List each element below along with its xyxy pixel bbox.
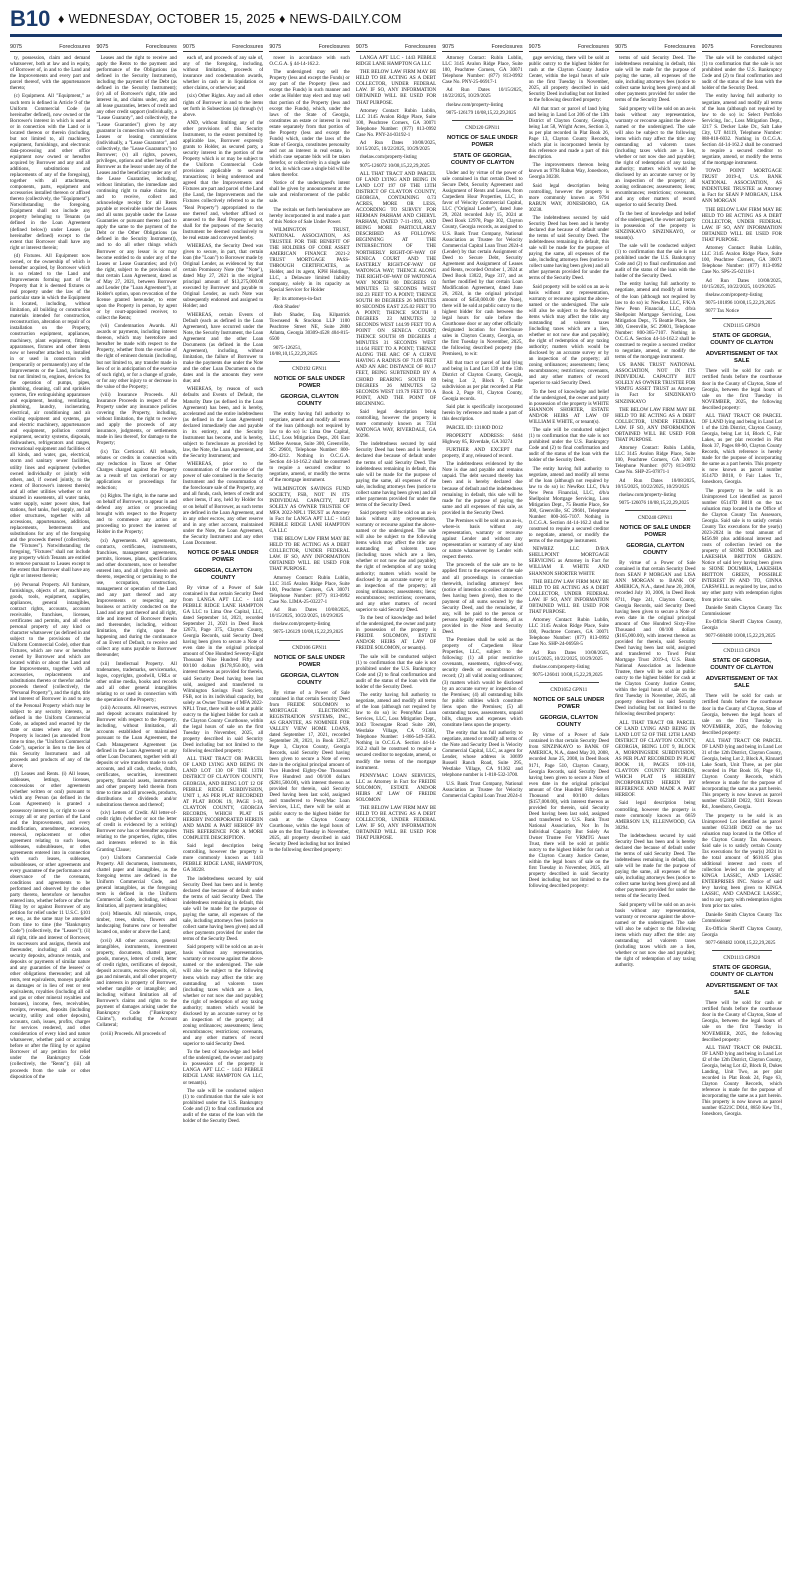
notice-paragraph: Ad Run Dates 10/08/2025, 10/15/2025, 10/22/2025, 10/29/2025 [615, 477, 696, 490]
notice-paragraph: 9075-126251, 10/08,10,15,22,29,2025 [269, 344, 318, 357]
section-name: Foreclosures [318, 44, 350, 50]
notice-divider [712, 318, 772, 319]
notice-paragraph: WHEREAS, the Security Deed was given to secure, in part, that certain loan (the "Loan") to Borrower made by Original Lender, as evidenced by that certain Promissory Note (the "Note"), dated May 27, 2021 in the original principal amount of $13,275,000.00 executed by Borrower and payable to Original Lender, as such Note was subsequently endorsed and assigned to Holder; and [182, 242, 264, 310]
notice-paragraph: Notice of the undersigned's intent shall be given by announcement at the sale and reinforcement of the public sale. [269, 180, 350, 205]
notice-paragraph: Attorney Contact: Rubin Lublin, LLC 3145 Avalon Ridge Place, Suite 100, Peachtree Corners, GA 30071 Telephone Number: (877) 813-0992 Case No. PNY-24-03192-1 [355, 107, 437, 138]
notice-paragraph: ALL THAT TRACT OR PARCEL OF LAND lying and being in Land Lot 42 of the 12th District, Clayton County, Georgia, being Lot 42, Block B, Dukes Landing, Unit Two, as per plat recorded in Plat Book 24, Page 63, Clayton County Records, which reference is made for the purpose of incorporating the same as a part herein. This property is now known as parcel number 05221C D014, 8850 Kew Trl., Jonesboro, Georgia. [701, 1044, 782, 1118]
notice-paragraph: The entity having full authority to negotiate, amend and modify all terms of the loan (although not required by law to do so) is: NewRez LLC, f/k/a New Penn Financial, LLC, d/b/a Shellpoint Mortgage Servicing, Loss Mitigation Dept., 75 Beattie Place, Ste 300, Greenville, SC 29601, Telephone Number: 800-365-7107. Nothing in O.C.G.A. Section 44-14-162.2 shall be construed to require a secured creditor to negotiate, amend, or modify the terms of the mortgage instrument. [528, 465, 610, 545]
notice-paragraph: Attorney Contact: Rubin Lublin, LLC 3145 Avalon Ridge Place, Suite 100, Peachtree Corners, GA 30071 Telephone Number: (877) 813-0992 Case No. SPS-25-02118-1 [701, 245, 782, 276]
notice-paragraph: Ad Run Dates 10/15/2025, 10/22/2025, 10/29/2025 [442, 87, 523, 100]
notice-paragraph: The indebtedness secured by said Security Deed has been and is hereby declared due because of default under the terms of said Security Deed. The indebtedness remaining in default, this sale will be made for the purpose of paying the same, all expenses of the sale, including attorneys fees (notice to collect same having been given) and all other payments provided for under the terms of the Security Deed. [355, 441, 437, 508]
section-name: Foreclosures [491, 44, 523, 50]
notice-paragraph: US BANK TRUST NATIONAL ASSOCIATION, NOT IN ITS INDIVIDUAL CAPACITY BUT SOLELY AS OWNER TRUSTEE FOR VRMTG ASSET TRUST as Attorney in Fact for SINZINKAYO SINZINKAYO [615, 362, 696, 405]
notice-paragraph: THE BELOW LAW FIRM MAY BE HELD TO BE ACTING AS A DEBT COLLECTOR, UNDER FEDERAL LAW. IF SO, ANY INFORMATION OBTAINED WILL BE USED FOR THAT PURPOSE. [355, 69, 437, 106]
notice-paragraph: rlselaw.com/property-listing [446, 101, 504, 108]
notice-paragraph: WHEREAS, prior to the consummation of the exercise of the power of sale contained in the Security Instrument and the consummation of the foreclosure sale of the Property, any and all funds, cash, letters of credit and other items, if any, held by Holder for or on behalf of Borrower, as such terms are defined in the Loan Agreement, and in any other escrow, any other reserve and in any other account, maintained under the Note, the Loan Agreement, the Security Instrument and any other Loan Document. [182, 461, 264, 546]
section-name: Foreclosures [664, 44, 696, 50]
notice-divider [279, 640, 339, 641]
notice-paragraph: Said property will be sold on an as-is basis without any representation, warranty or recourse against the above-named or the undersigned. The sale will also be subject to the following items which may affect the title: any outstanding ad valorem taxes (including taxes which are a lien, whether or not now due and payable); the right of redemption of any taxing authority; matters which would be disclosed by an accurate survey or by an inspection of the property; all zoning ordinances; assessments; liens; encumbrances; restrictions; covenants, and any other matters of record superior to said Security Deed. [355, 510, 437, 613]
notice-paragraph: By: its attorneys-in-fact [273, 295, 322, 302]
notice-paragraph: (xvi) Minerals. All minerals, crops, timber, trees, shrubs, flowers and landscaping features now or hereafter located on, under or above the Land; [96, 911, 177, 936]
notice-paragraph: Ad Run Dates 10/08/2025, 10/15/2025, 10/22/2025, 10/29/2025 [269, 606, 350, 619]
notice-paragraph: PARCEL ID: 13180D D012 [446, 424, 503, 431]
notice-paragraph: To the best of knowledge and belief of the undersigned, the owner and party in possession of the property is LANGA APT LLC - 1443 PEBBLE RIDGE LANE HAMPTON GA LLC, or tenant(s). [182, 1049, 264, 1086]
classified-columns [10, 44, 782, 1574]
column-header [702, 44, 782, 52]
notice-paragraph: To the best of knowledge and belief of the undersigned, the owner and party in possession of the property is FREIDE SOLOMON, ESTATE AND/OR HEIRS AT LAW OF FREIDE SOLOMON, or tenant(s). [355, 615, 437, 652]
page-header [10, 6, 782, 32]
section-number: 9075 [10, 44, 22, 50]
notice-paragraph: By virtue of a Power of Sale contained in that certain Security Deed from SINZINKAYO to BANK OF AMERICA, N.A., dated May 20, 2008, recorded June 25, 2008, in Deed Book 9171, Page 510, Clayton County, Georgia Records, said Security Deed having been given to secure a Note of even date in the original principal amount of One Hundred Fifty-Seven Thousand and 00/100 dollars ($157,000.00), with interest thereon as provided for therein, said Security Deed having been last sold, assigned and transferred to U.S. Bank Trust National Association, Not In Its Individual Capacity But Solely As Owner Trustee For VRMTG Asset Trust, there will be sold at public outcry to the highest bidder for cash at the Clayton County Justice Center, within the legal hours of sale on the first Tuesday in November, 2025, all property described in said Security Deed including but not limited to the following described property: [528, 732, 610, 890]
notice-paragraph: 9077-668480 10/08,15,22,29,2025 [705, 633, 776, 640]
notice-paragraph: (f) Leases and Rents. (i) All leases, subleases, lettings, licenses, concessions or other agreements (whether written or oral) pursuant to which any Person (as defined in the Loan Agreement) is granted a possessory interest in, or right to use or occupy all or any portion of the Land and the Improvements, and every modification, amendment, extension, renewal, replacement or other agreement relating to such leases, subleases, subsubleases, or other agreements entered into in connection with such leases, subleases, subsubleases, or other agreements and every guarantee of the performance and observance of the covenants, conditions and agreements to be performed and observed by the other party thereto, heretofore or hereafter entered into, whether before or after the filing by or against Borrower of any petition for relief under 11 U.S.C. §101 et seq., as the same may be amended from time to time (the "Bankruptcy Code") (collectively, the "Leases"); (ii) all right, title and interest of Borrower, its successors and assigns, therein and thereunder, including all cash or security deposits, advance rentals, and deposits or payments of similar nature and any guaranties of the lessees' or other obligations thereunder; and all rents, rent equivalents, moneys payable as damages or in lieu of rent or rent equivalents, royalties (including all oil and gas or other mineral royalties and bonuses), income, fees, receivables, receipts, revenues, deposits (including security, utility and other deposits), accounts, cash, issues, profits, charges for services rendered, and other consideration of every kind and nature whatsoever, whether paid or accruing before or after the filing by or against Borrower of any petition for relief under the Bankruptcy Code (collectively, the "Rents"); (iii) all proceeds from the sale or other disposition of the [10, 771, 91, 1080]
notice-paragraph: gage servicing, there will be sold at public outcry to the highest bidder for cash at the Clayton County Justice Center, within the legal hours of sale on the first Tuesday in November, 2025, all property described in said Security Deed including but not limited to the following described property: [528, 55, 610, 104]
notice-paragraph: Attorney Contact: Rubin Lublin, LLC 3145 Avalon Ridge Place, Suite 100, Peachtree Corners, GA 30071 Telephone Number: (877) 813-0992 Case No. PNY-25-06917-1 [442, 55, 523, 86]
notice-paragraph: ALL THAT TRACT OR PARCEL OF LAND LYING AND BEING IN LAND LOT 130 OF THE 13TH DISTRICT OF CLAYTON COUNTY, GEORGIA, AND BEING LOT 12 OF PEBBLE RIDGE SUBDIVISION, UNIT 1, AS PER PLAT RECORDED AT PLAT BOOK 19, PAGE 1-10, CLAYTON COUNTY, GEORGIA RECORDS, WHICH PLAT IS HEREBY INCORPORATED HEREIN AND MADE A PART HEREOF BY THIS REFERENCE FOR A MORE COMPLETE DESCRIPTION. [182, 756, 264, 841]
notice-heading: STATE OF GEORGIA, COUNTY OF CLAYTON [450, 153, 514, 167]
notice-paragraph: By virtue of a Power of Sale contained in that certain Security Deed from FREIDE SOLOMON to MORTGAGE ELECTRONIC REGISTRATION SYSTEMS, INC., AS GRANTEE, AS NOMINEE FOR VALLEY VIEW HOME LOANS, dated September 17, 2021, recorded September 28, 2021, in Book 12627, Page 3, Clayton County, Georgia Records, said Security Deed having been given to secure a Note of even date in the original principal amount of Two Hundred Eighty-One Thousand Five Hundred and 00/100 dollars ($281,500.00), with interest thereon as provided for therein, said Security Deed having been last sold, assigned and transferred to PennyMac Loan Services, LLC, there will be sold at public outcry to the highest bidder for cash at the Clayton County Courthouse, within the legal hours of sale on the first Tuesday in November, 2025, all property described in said Security Deed including but not limited to the following described property: [269, 689, 350, 853]
notice-paragraph: The sale will be conducted subject (1) to confirmation that the sale is not prohibited under the U.S. Bankruptcy Code and (2) to final confirmation and audit of the status of the loan with the holder of the Security Deed. [701, 55, 782, 92]
notice-paragraph: ALL THAT TRACT AND PARCEL OF LAND LYING AND BEING IN LAND LOT 197 OF THE 13TH DISTRICT OF CLAYTON COUNTY, GEORGIA, CONTAINING 0.73 ACRES, MORE OR LESS, ACCORDING TO SURVEY FOR HERMAN PARHAM AND CHERYL PARHAM, DATED 7-11-1993, AND BEING MORE PARTICULARLY DESCRIBED AS FOLLOWS: BEGINNING AT THE INTERSECTION OF THE NORTHERLY RIGHT-OF-WAY OF SENECA COURT AND THE EASTERLY RIGHT-OF-WAY OF WATONGA WAY; THENCE ALONG THE RIGHT-OF-WAY OF WATONGA WAY NORTH 00 DEGREES 03 MINUTES 53 SECONDS WEST 182.23 FEET TO A POINT; THENCE SOUTH 88 DEGREES 26 MINUTES 00 SECONDS EAST 225.02 FEET TO A POINT; THENCE SOUTH 0 DEGREES 23 MINUTES 32 SECONDS WEST 144.99 FEET TO A POINT ON SENECA COURT; THENCE SOUTH 89 DEGREES 4 MINUTES 31 SECONDS WEST 114.64 FEET TO A POINT; THENCE ALONG THE ARC OF A CURVE HAVING A RADIUS OF 71.09 FEET AND AN ARC DISTANCE OF 80.17 FEET, BEING SUBTENDED BY A CHORD BEARING SOUTH 89 DEGREES 26 MINUTES 52 SECONDS WEST 119.79 FEET TO A POINT, AND THE POINT OF BEGINNING. [355, 170, 437, 407]
column-header [10, 44, 90, 52]
notice-paragraph: The entity having full authority to negotiate, amend and modify all terms of the loan (although not required by law to do so) is: Lima One Capital, LLC, Loss Mitigation Dept., 201 East McBee Avenue, Suite 300, Greenville, SC 29601, Telephone Number: 800-390-4212. Nothing in O.C.G.A. Section 44-14-162.2 shall be construed to require a secured creditor to negotiate, amend, or modify the terms of the mortgage instrument. [269, 410, 350, 484]
notice-paragraph: Attorney Contact: Rubin Lublin, LLC 3145 Avalon Ridge Place, Suite 100, Peachtree Corners, GA 30071 Telephone Number: (877) 813-0992 Case No. LIMA-25-03227-1 [269, 574, 350, 605]
notice-id: CND1115 GPN20 [723, 323, 761, 330]
notice-paragraph: U.S. Bank Trust Company, National Association as Trustee for Velocity Commercial Capital Loan Trust 2024-4 [442, 780, 523, 799]
column-header [529, 44, 609, 52]
notice-paragraph: All that tract or parcel of land lying and being in Land Lot 139 of the 13th District of Clayton County, Georgia, being Lot 2, Block F, Castle subdivision as per plat recorded at Plat Book 2, Page 81, Clayton County, Georgia records. [442, 359, 523, 402]
notice-id: CND192 GPN11 [292, 365, 327, 372]
notice-divider [279, 361, 339, 362]
notice-paragraph: The property to be sold is an Unimproved Lot identified as parcel number 05234B D022 on the tax valuation map located in the Office of the Clayton County Tax Assessors. Said sale is to satisfy certain County Tax executions for the year(s) 2024 in the total amount of $610.85 plus additional interest and costs of collection levied on the property of KINGA LASSIC, AND LASSIC ENTERPRISES INC. Notice of said levy having been given to KINGA LASSIC, AND CANDACE LASSIC, and to any party with redemption rights from prior tax sales. [701, 812, 782, 910]
section-name: Foreclosures [59, 44, 91, 50]
notice-paragraph: terms of said Security Deed. The indebtedness remaining in default, this sale will be made for the purpose of paying the same, all expenses of the sale, including attorneys fees (notice to collect same having been given) and all other payments provided for under the terms of the Security Deed. [615, 55, 696, 104]
notice-paragraph: THE BELOW LAW FIRM MAY BE HELD TO BE ACTING AS A DEBT COLLECTOR, UNDER FEDERAL LAW. IF SO, ANY INFORMATION OBTAINED WILL BE USED FOR THAT PURPOSE. [528, 578, 610, 615]
notice-heading: GEORGIA, CLAYTON COUNTY [194, 567, 253, 581]
notice-divider [712, 950, 772, 951]
notice-paragraph: 9075-126179 10/08,15,22,29,2025 [446, 109, 517, 116]
notice-paragraph: WILMINGTON TRUST, NATIONAL ASSOCIATION, AS TRUSTEE FOR THE BENEFIT OF THE HOLDERS OF CORE ASSET AMERICAN FINANCE 2021-2 TRUST MORTGAGE PASS-THROUGH CERTIFICATES, as Holder, and its agent, KPH Holdings, LLC, a Delaware limited liability company, solely in its capacity as Special Servicer for Holder [269, 227, 350, 294]
notice-paragraph: Under and by virtue of the power of sale contained in that certain Deed to Secure Debt, Security Agreement and Assignment of Rents and Leases, from Carpediem Hour Properties, LLC, in favor of Velocity Commercial Capital, LLC ("Original Lender"), dated June 29, 2024 recorded July 15, 2024 at Deed Book 12978, Page 302, Clayton County, Georgia records, as assigned to U.S. Bank Trust Company, National Association as Trustee for Velocity Commercial Capital Loan Trust 2024-4 (Lender) by that certain Assignment of Deed to Secure Debt, Security Agreement and Assignment of Leases and Rents, recorded October 1, 2024 at Deed Book 13022, Page 317, and as further modified by that certain Loan Modification Agreement, dated June 26, 2024, in the original principal amount of $450,000.00 (the Note), there will be sold at public outcry to the highest bidder for cash between the legal hours for sale before the Courthouse door or any other officially designated location for foreclosure sales in Clayton County, Georgia, on the first Tuesday in November, 2025, the following described property (the Premises), to wit: [442, 170, 523, 358]
notice-paragraph: The sale will be conducted subject (1) to confirmation that the sale is not prohibited under the U.S. Bankruptcy Code and (2) to final confirmation and audit of the status of the loan with the holder of the Security Deed. [615, 242, 696, 280]
notice-paragraph: Said legal description being controlling, however the property is more commonly known as 7334 WATONGA WAY, RIVERDALE, GA 30296. [355, 408, 437, 440]
notice-id: CND1113 GPN20 [723, 648, 761, 655]
notice-paragraph: The indebtedness secured by said Security Deed has been and is hereby declared due because of default under the terms of said Security Deed. The indebtedness remaining in default, this sale will be made for the purpose of paying the same, all expenses of the sale, including attorneys fees (notice to collect same having been given) and all other payments provided for under the terms of the Security Deed. [615, 832, 696, 900]
notice-id: CND1113 GPN20 [723, 955, 761, 962]
section-number: 9075 [182, 44, 195, 50]
section-name: Foreclosures [750, 44, 782, 50]
notice-paragraph: Attorney Contact: Rubin Lublin, LLC 3145 Avalon Ridge Place, Suite 100, Peachtree Corners, GA 30071 Telephone Number: (877) 813-0992 Case No. SHP-24-06958-5 [528, 617, 610, 648]
notice-paragraph: Ad Run Dates 10/08/2025, 10/15/2025, 10/22/2025, 10/29/2025 [528, 649, 610, 662]
notice-paragraph: The entity having full authority to negotiate, amend and modify all terms of the loan (although not required by law to do so) is: Select Portfolio Servicing, Inc., Loss Mitigation Dept., 3217 S. Decker Lake Dr., Salt Lake City, UT 84119, Telephone Number: 888-818-6032. Nothing in O.C.G.A. Section 44-14-162.2 shall be construed to require a secured creditor to negotiate, amend, or modify the terms of the mortgage instrument. [701, 93, 782, 166]
column-header [269, 44, 349, 52]
notice-paragraph: Said plat is specifically incorporated herein by reference and made a part of this description. [442, 404, 523, 423]
notice-paragraph: AND, without limiting any of the other provisions of this Security Instrument, to the extent permitted by applicable law, Borrower expressly grants to Holder, as secured party, a security interest in the portion of the Property which is or may be subject to the Uniform Commercial Code provisions applicable to secured transactions; it being understood and agreed that the Improvements and Fixtures are part and parcel of the Land (the Land, the Improvements and the Fixtures collectively referred to as the "Real Property") appropriated to the use thereof and, whether affixed or annexed to the Real Property or not, shall for the purposes of the Security Instrument be deemed conclusively to be real estate and conveyed hereby. [182, 119, 264, 241]
notice-paragraph: The Premises will be sold on an as-is, where-is basis without any representation, warranty or recourse against Lender and without any representation or warranty of any kind or nature whatsoever by Lender with respect thereto. [442, 517, 523, 561]
notice-heading: STATE OF GEORGIA, COUNTY OF CLAYTON [710, 333, 774, 347]
notice-paragraph: Said legal description being controlling, however the property is more commonly known as 6659 AMERSON LN, ELLENWOOD, GA 30294. [615, 800, 696, 831]
notice-heading: GEORGIA, CLAYTON COUNTY [539, 715, 598, 729]
notice-paragraph: rlselaw.com/property-listing [705, 291, 763, 298]
notice-paragraph: 9075-126076 10/08,15,22,29,2025 [619, 500, 690, 507]
notice-paragraph: The indebtedness secured by said Security Deed has been and is hereby declared due because of default under the terms of said Security Deed. The indebtedness remaining in default, this sale will be made for the purpose of paying the same, all expenses of the sale, including attorneys fees (notice to collect same having been given) and all other payments provided for under the terms of the Security Deed. [182, 875, 264, 943]
notice-paragraph: THE BELOW LAW FIRM MAY BE HELD TO BE ACTING AS A DEBT COLLECTOR, UNDER FEDERAL LAW. IF SO, ANY INFORMATION OBTAINED WILL BE USED FOR THAT PURPOSE. [269, 536, 350, 573]
notice-paragraph: (c) Equipment. All "Equipment," as such term is defined in Article 9 of the Uniform Commercial Code (as hereinafter defined), now owned or the Borrower's interest in which is used at or in connection with the Land or is located thereon or therein (including, but not limited to, all machinery, equipment, furnishings, and electronic data-processing and other office equipment now owned or hereafter acquired by Borrower and any and all additions, substitutions and replacements of any of the foregoing), together with all attachments, components, parts, equipment and accessories installed thereon or affixed thereto (collectively, the "Equipment"). Notwithstanding the foregoing, Equipment shall not include any property belonging to Tenants (as defined in the Loan Agreement (defined below)) under Leases (as hereinafter defined) except to the extent that Borrower shall have any right or interest therein; [10, 93, 91, 251]
notice-paragraph: LANGA APT LLC - 1443 PEBBLE RIDGE LANE HAMPTON GA LLC [355, 55, 437, 68]
column-header [183, 44, 263, 52]
notice-divider [539, 682, 599, 683]
notice-id: CND240 GPN11 [638, 515, 673, 522]
notice-paragraph: The proceeds of the sale are to be applied first to the expenses of the sale and all proceedings in connection therewith, including attorneys' fees (notice of intention to collect attorneys' fees having been given), then to the payment of all sums secured by the Security Deed, and the remainder, if any, will be paid to the person or persons legally entitled thereto, all as provided in the Note and Security Deed. [442, 562, 523, 635]
notice-paragraph: Said property will be sold on an as-is basis without any representation, warranty or recourse against the above-named or the undersigned. The sale will also be subject to the following items which may affect the title: any outstanding ad valorem taxes (including taxes which are a lien, whether or not now due and payable); the right of redemption of any taxing authority; matters which would be disclosed by an accurate survey or by an inspection of the property; all zoning ordinances; assessments; liens; encumbrances; restrictions; covenants, and any other matters of record superior to said Security Deed. [182, 944, 264, 1048]
page-number: B10 [10, 6, 51, 31]
section-number: 9075 [96, 44, 109, 50]
notice-paragraph: Attorney Contact: Rubin Lublin, LLC 3145 Avalon Ridge Place, Suite 100, Peachtree Corners, GA 30071 Telephone Number: (877) 813-0992 Case No. SHP-25-07871-1 [615, 445, 696, 476]
notice-heading: NOTICE OF SALE UNDER POWER [446, 135, 518, 149]
column-header [615, 44, 695, 52]
notice-paragraph: (xi) Agreements. All agreements, contracts, certificates, instruments, franchises, management agreements, permits, licenses, plans, specifications and other documents, now or hereafter entered into, and all rights therein and thereto, respecting or pertaining to the use, occupation, construction, management or operation of the Land and any part thereof and any Improvements or respecting any business or activity conducted on the Land and any part thereof and all right, title and interest of Borrower therein and thereunder, including, without limitation, the right, upon the happening and during the continuance of an Event of Default, to receive and collect any sums payable to Borrower thereunder; [96, 537, 177, 659]
notice-paragraph: FURTHER AND EXCEPT that property, if any, released of record. [442, 447, 523, 460]
legal-notice-text [183, 55, 263, 1124]
legal-notice-text [96, 55, 176, 1037]
notice-paragraph: The improvements thereon being known as 9794 Rabun Way, Jonesboro, Georgia 30238. [528, 162, 610, 181]
notice-heading: GEORGIA, CLAYTON COUNTY [280, 672, 339, 686]
notice-paragraph: (xv) Uniform Commercial Code Property. All documents, instruments, chattel paper and intangibles, as the foregoing terms are defined in the Uniform Commercial Code, and general intangibles, as the foregoing term is defined in the Uniform Commercial Code, including, without limitation, all payment intangibles; [96, 854, 177, 910]
notice-paragraph: The sale will be conducted subject (1) to confirmation that the sale is not prohibited under the U.S. Bankruptcy Code and (2) to final confirmation and audit of the status of the loan with the holder of the Security Deed. [355, 653, 437, 690]
notice-heading: ADVERTISEMENT OF TAX SALE [705, 351, 778, 365]
notice-paragraph: (xviii) Proceeds. All proceeds of [100, 1030, 166, 1037]
legal-notice-text [269, 55, 349, 853]
notice-paragraph: 9075-126072 10/08,15,22,29,2025 [359, 162, 430, 169]
legal-notice-text [442, 55, 522, 799]
section-number: 9075 [355, 44, 368, 50]
notice-heading: GEORGIA, CLAYTON COUNTY [626, 543, 685, 557]
notice-paragraph: By virtue of a Power of Sale contained in that certain Security Deed from LANGA APT LLC - 1443 PEBBLE RIDGE LANE HAMPTON GA LLC to Lima One Capital, LLC, dated September 14, 2021, recorded September 21, 2021 in Deed Book 12673, Page 375, Clayton County, Georgia Records, said Security Deed having been given to secure a Note of even date in the original principal amount of One Hundred Seventy-Eight Thousand Nine Hundred Fifty and 00/100 dollars ($178,950.00), with interest thereon as provided for therein, said Security Deed having been last sold, assigned and transferred to Wilmington Savings Fund Society, FSB, not in its individual capacity, but solely as Owner Trustee of MFA 2022-NPL1 Trust, there will be sold at public outcry to the highest bidder for cash at the Clayton County Courthouse, within the legal hours of sale on the first Tuesday in November, 2025, all property described in said Security Deed including but not limited to the following described property: [182, 584, 264, 755]
notice-heading: NOTICE OF SALE UNDER POWER [533, 697, 605, 711]
column-2 [96, 44, 176, 1574]
column-9 [702, 44, 782, 1574]
notice-heading: NOTICE OF SALE UNDER POWER [187, 549, 259, 563]
notice-paragraph: ALL THAT TRACT OR PARCEL OF LAND lying and being in Land Lot 1 of the 12th District, Clayton County, Georgia, being Lot 14, Block C, Fair Lakes, as per plat recorded in Plat Book 37, Pages 88-90, Clayton County Records, which reference is hereby made for the purpose of incorporating the same as a part herein. This property is now known as parcel number 05147D B018, 0 Fair Lakes Tr., Jonesboro, Georgia. [701, 412, 782, 486]
notice-paragraph: rlselaw.com/property-listing [359, 154, 417, 161]
notice-paragraph: 9077 Tax Notice [705, 308, 739, 315]
notice-paragraph: The property to be sold is an Unimproved Lot identified as parcel number 05147D B018 on the tax valuation map located in the Office of the Clayton County Tax Assessors, Georgia. Said sale is to satisfy certain County Tax executions for the year(s) 2023-2024 in the total amount of $456.98 plus additional interest and costs of collection levied on the property of SIONE DOUMBIA and LAKESHIA BRITTON GREEN. Notice of said levy having been given to SIONE DOUMBIA, LAKESHIA BRITTON GREEN, POSSIBLE INTEREST IN AND TO, GINNA CARSWELL as required by law, and to any other party with redemption rights from prior tax sales. [701, 487, 782, 603]
notice-paragraph: The entity having full authority to negotiate, amend and modify all terms of the loan (although not required by law to do so) is: NewRez LLC, F/K/A New Penn Financial, LLC, d/b/a Shellpoint Mortgage Servicing, Loss Mitigation Dept., 75 Beattie Place, Ste 300, Greenville, SC 29601, Telephone Number: 800-365-7107. Nothing in O.C.G.A. Section 44-14-162.2 shall be construed to require a secured creditor to negotiate, amend, or modify the terms of the mortgage instrument. [615, 281, 696, 360]
notice-heading: ADVERTISEMENT OF TAX SALE [705, 676, 778, 690]
notice-paragraph: ALL THAT TRACT OR PARCEL OF LAND LYING AND BEING IN LAND LOT 52 OF THE 12TH LAND DISTRICT OF CLAYTON COUNTY, GEORGIA, BEING LOT 9, BLOCK A, MORNINGSIDE SUBDIVISION, AS PER PLAT RECORDED IN PLAT BOOK 10, PAGES 109-110, CLAYTON COUNTY RECORDS, WHICH PLAT IS HEREBY INCORPORATED HEREIN BY REFERENCE AND MADE A PART HEREOF. [615, 719, 696, 799]
notice-paragraph: TOWD POINT MORTGAGE TRUST 2019-4, U.S. BANK NATIONAL ASSOCIATION, AS INDENTURE TRUSTEE as Attorney in Fact for SEAN P MORGAN, LISA ANN MORGAN [701, 168, 782, 205]
notice-paragraph: each of, and proceeds of any sale of, any of the foregoing, including, without limitation, proceeds of insurance and condemnation awards, whether in cash or in liquidation or other claims, or otherwise; and [182, 55, 264, 92]
notice-paragraph: (ix) Tax Certiorari. All refunds, rebates or credits in connection with any reduction in Taxes or Other Charges charged against the Property as a result of tax certiorari or any applications or proceedings for reduction; [96, 448, 177, 491]
notice-heading: NOTICE OF SALE UNDER POWER [274, 375, 345, 389]
legal-notice-text [702, 55, 782, 1117]
column-header [96, 44, 176, 52]
notice-paragraph: Ad Run Dates 10/08/2025, 10/15/2025, 10/22/2025, 10/29/2025 [355, 140, 437, 153]
notice-paragraph: (xvii) All other accounts, general intangibles, instruments, investment property, documents, chattel paper, goods, moneys, letters of credit, letter of credit rights, certificates of deposit, deposit accounts, escrow deposits, oil, gas and minerals, and all other property and interests in property of Borrower, whether tangible or intangible; and including without limitation all of Borrower's claims and rights to the payment of damages arising under the Bankruptcy Code ("Bankruptcy Claims"), excluding the Account Collateral; [96, 937, 177, 1029]
notice-paragraph: PROPERTY ADDRESS: 6464 Highway 85, Riverdale, GA 30274 [442, 432, 523, 445]
notice-paragraph: ALL THAT TRACT OR PARCEL OF LAND lying and being in Land Lot 31 of the 12th District, Clayton County, Georgia, being Lot 2, Block A, Kinnard Lake South, Unit Three, as per plat recorded in Plat Book 16, Page 61, Clayton County Records, which reference is made for the purpose of incorporating the same as a part herein. This property is now known as parcel number 05234B D022, 9241 Rowan Rd., Jonesboro, Georgia. [701, 737, 782, 811]
column-header [356, 44, 436, 52]
notice-paragraph: (xiii) Accounts. All reserves, escrows and deposit accounts maintained by Borrower with respect to the Property, including, without limitation, all accounts established or maintained pursuant to the Loan Agreement, the Cash Management Agreement (as defined in the Loan Agreement) or any other Loan Document, together with all deposits or wire transfers made to such accounts, and all cash, checks, drafts, certificates, securities, investment property, financial assets, instruments and other property held therein from time to time and all proceeds, products, distributions or dividends and/or substitutions thereon and thereof; [96, 705, 177, 808]
notice-paragraph: (xix) Other Rights. Any and all other rights of Borrower in and to the items set forth in Subsections (a) through (v) above. [182, 93, 264, 118]
header-rule [10, 34, 782, 37]
notice-paragraph: To the best of knowledge and belief of the undersigned, the owner and party in possession of the property is SINZINKAYO SINZINKAYO, or tenant(s). [615, 210, 696, 241]
notice-paragraph: (viii) Insurance Proceeds. All Insurance Proceeds in respect of the Property under any insurance policies covering the Property, including, without limitation, the right to receive and apply the proceeds of any insurance, judgments, or settlements made in lieu thereof, for damage to the Property; [96, 391, 177, 447]
column-8 [615, 44, 695, 1574]
notice-divider [452, 120, 512, 121]
notice-paragraph: (x) Rights. The right, in the name and on behalf of Borrower, to appear in and defend any action or proceeding brought with respect to the Property and to commence any action or proceeding to protect the interest of Holder in the Property; [96, 493, 177, 536]
notice-paragraph: 9075-126129 10/08,15,22,29,2025 [273, 629, 344, 636]
notice-paragraph: The entity that has full authority to negotiate, amend or modify all terms of the Note and Security Deed is Velocity Commercial Capital, LLC, as agent for Lender, whose address is 30699 Russell Ranch Road, Suite 295, Westlake Village, CA 91362 and telephone number is 1-818-532-3700. [442, 730, 523, 779]
column-4 [269, 44, 349, 1574]
notice-paragraph: The recitals set forth hereinabove are hereby incorporated in and made a part of this Notice of Sale Under Power. [269, 206, 350, 225]
notice-paragraph: Said legal description being controlling, however the property is more commonly known as 1443 PEBBLE RIDGE LANE, HAMPTON, GA 30228. [182, 843, 264, 874]
notice-paragraph: rlselaw.com/property-listing [532, 663, 590, 670]
column-1 [10, 44, 90, 1574]
notice-paragraph: There will be sold for cash or certified funds before the courthouse door in the County of Clayton, State of Georgia, between the legal hours of sale on the first Tuesday in NOVEMBER, 2025, the following described property: [701, 693, 782, 736]
notice-divider [625, 510, 685, 511]
column-7 [529, 44, 609, 1574]
notice-paragraph: There will be sold for cash or certified funds before the courthouse door in the County of Clayton, State of Georgia, between the legal hours of sale on the first Tuesday in NOVEMBER, 2025, the following described property: [701, 368, 782, 411]
notice-heading: NOTICE OF SALE UNDER POWER [274, 654, 345, 668]
notice-paragraph: WHEREAS, by reason of such defaults and Events of Default, the Maturity Date (as defined in the Loan Agreement) has been, and is hereby, accelerated and the entire indebtedness (as defined in the Loan Agreement) declared immediately due and payable in its entirety, and the Security Instrument has become, and is hereby, subject to foreclosure as provided by law, the Note, the Loan Agreement, and the Security Instrument; and [182, 386, 264, 459]
section-name: Foreclosures [145, 44, 177, 50]
notice-paragraph: Said property will be sold on an as-is basis without any representation, warranty or recourse against the above-named or the undersigned. The sale will also be subject to the following items which may affect the title: any outstanding ad valorem taxes (including taxes which are a lien, whether or not now due and payable); the right of redemption of any taxing authority; matters which would be disclosed by an accurate survey or by an inspection of the property; all zoning ordinances; assessments; liens; encumbrances; restrictions; covenants, and any other matters of record superior to said Security Deed. [615, 105, 696, 209]
notice-paragraph: By virtue of a Power of Sale contained in that certain Security Deed from SEAN P MORGAN and LISA ANN MORGAN to BANK OF AMERICA, N.A., dated June 20, 2006, recorded July 10, 2006, in Deed Book 8711, Page 241, Clayton County, Georgia Records, said Security Deed having been given to secure a Note of even date in the original principal amount of One Hundred Sixty-Five Thousand and 00/100 dollars ($165,000.00), with interest thereon as provided for therein, said Security Deed having been last sold, assigned and transferred to Towd Point Mortgage Trust 2019-4, U.S. Bank National Association as Indenture Trustee, there will be sold at public outcry to the highest bidder for cash at the Clayton County Justice Center, within the legal hours of sale on the first Tuesday in November, 2025, all property described in said Security Deed including but not limited to the following described property: [615, 560, 696, 718]
section-number: 9075 [528, 44, 541, 50]
notice-paragraph: Ex-Officio Sheriff Clayton County, Georgia [701, 925, 782, 938]
notice-paragraph: Said property will be sold on an as-is basis without any representation, warranty or recourse against the above-named or the undersigned. The sale will also be subject to the following items which may affect the title: any outstanding ad valorem taxes (including taxes which are a lien, whether or not now due and payable); the right of redemption of any taxing authority; matters which would be disclosed by an accurate survey or by an inspection of the property; all zoning ordinances; assessments; liens; encumbrances; restrictions; covenants, and any other matters of record superior to said Security Deed. [528, 283, 610, 387]
notice-paragraph: 9075-101896 10/08,15,22,29,2025 [705, 300, 776, 307]
legal-notice-text [356, 55, 436, 841]
notice-paragraph: The indebtedness evidenced by the Note is due and payable and remains unpaid. The debt secured thereby has been and is hereby declared due because of default and the indebtedness remaining in default, this sale will be made for the purpose of paying the same and all expenses of this sale, as provided in the Security Deed. [442, 461, 523, 516]
notice-paragraph: /Bob Shader/ [273, 303, 300, 310]
notice-paragraph: Danielle Smith Clayton County Tax Commissioner [701, 911, 782, 924]
legal-notice-text [615, 55, 695, 968]
notice-paragraph: Ex-Officio Sheriff Clayton County, Georgia [701, 619, 782, 632]
notice-paragraph: WHEREAS, certain Events of Default (each as defined in the Loan Agreement), have occurred under the Note, the Security Instrument, the Loan Agreement and the other Loan Documents (as defined in the Loan Agreement), including, without limitation, the failure of Borrower to make the payments due under the Note and the other Loan Documents on the dates and in the amounts they were due; and [182, 311, 264, 385]
section-number: 9075 [615, 44, 628, 50]
notice-heading: STATE OF GEORGIA, COUNTY OF CLAYTON [710, 965, 774, 979]
notice-paragraph: rlselaw.com/property-listing [273, 621, 331, 628]
column-6 [442, 44, 522, 1574]
notice-paragraph: ty, possession, claim and demand whatsoever, both at law and in equity, of Borrower of, in and to the Land and the Improvements and every part and parcel thereof, with the appurtenances thereto; [10, 55, 91, 92]
notice-paragraph: NEWREZ LLC D/B/A SHELLPOINT MORTGAGE SERVICING as Attorney in Fact for WILLIAM E WHITE AND SHANNON SHORTER WHITE [528, 546, 610, 577]
notice-paragraph: (vii) Condemnation Awards. All awards or payments, including interest thereon, which may heretofore and hereafter be made with respect to the Property, whether from the exercise of the right of eminent domain (including, but not limited to, any transfer made in lieu of or in anticipation of the exercise of such right), or for a change of grade, or for any other injury to or decrease in the value of the Property; [96, 323, 177, 390]
legal-notice-text [10, 55, 90, 1080]
notice-paragraph: (e) Personal Property. All furniture, furnishings, objects of art, machinery, goods, tools, equipment, supplies, appliances, general intangibles, contract rights, accounts, accounts receivable, franchises, licenses, certificates and permits, and all other personal property of any kind or character whatsoever (as defined in and subject to the provisions of the Uniform Commercial Code), other than Fixtures, which are now or hereafter owned by Borrower and which are located within or about the Land and the Improvements, together with all accessories, replacements and substitutions thereto or therefor and the proceeds thereof (collectively, the "Personal Property"), and the right, title and interest of Borrower in and to any of the Personal Property which may be subject to any security interests, as defined in the Uniform Commercial Code, as adopted and enacted by the state or states where any of the Property is located (as amended from time to time, the "Uniform Commercial Code"), superior in lien to the lien of this Security Instrument and all proceeds and products of any of the above; [10, 581, 91, 769]
section-number: 9075 [701, 44, 714, 50]
notice-paragraph: 9075-126041 10/08,15,22,29,2025 [532, 672, 603, 679]
notice-paragraph: The undersigned may sell the Property (less and except the Funds) or any part of the Property (less and except the Funds) in such manner and order as Holder may elect and may sell that portion of the Property (less and except the Funds), which, under the laws of the State of Georgia, constitutes an estate or interest in real estate separately from that portion of the Property (less and except the Funds) which, under the laws of the State of Georgia, constitutes personalty and not an interest in real estate, in which case separate bids will be taken therefor, or collectively in a single sale or lot, in which case a single bid will be taken therefor. [269, 69, 350, 179]
notice-paragraph: All that tract or parcel of land lying and being in Land Lot 206 of the 13th District of Clayton County, Georgia, being Lot 58, Wright Acres, Section 3, as per plat recorded in Plat Book 26, Page 13, Clayton County Records, which plat is incorporated herein by this reference and made a part of this description. [528, 105, 610, 160]
notice-paragraph: The indebtedness secured by said Security Deed has been and is hereby declared due because of default under the terms of said Security Deed. The indebtedness remaining in default, this sale will be made for the purpose of paying the same, all expenses of the sale, including attorneys fees (notice to collect same having been given) and all other payments provided for under the terms of the Security Deed. [528, 214, 610, 282]
notice-paragraph: Ad Run Dates 10/08/2025, 10/15/2025, 10/22/2025, 10/29/2025 [701, 277, 782, 290]
notice-paragraph: There will be sold for cash or certified funds before the courthouse door in the County of Clayton, State of Georgia, between the legal hours of sale on the first Tuesday in NOVEMBER, 2025, the following described property: [701, 1000, 782, 1043]
notice-id: CND106 GPN11 [292, 644, 327, 651]
notice-paragraph: THE BELOW LAW FIRM MAY BE HELD TO BE ACTING AS A DEBT COLLECTOR, UNDER FEDERAL LAW. IF SO, ANY INFORMATION OBTAINED WILL BE USED FOR THAT PURPOSE. [615, 406, 696, 443]
column-5 [356, 44, 436, 1574]
notice-paragraph: (d) Fixtures. All Equipment now owned, or the ownership of which is hereafter acquired, by Borrower which is so related to the Land and Improvements forming part of the Property that it is deemed fixtures or real property under the law of the particular state in which the Equipment is located, including, without limitation, all building or construction materials intended for construction, reconstruction, alteration or repair of or installation on the Property, construction equipment, appliances, machinery, plant equipment, fittings, apparatuses, fixtures and other items now or hereafter attached to, installed in or used in connection with (temporarily or permanently) any of the Improvements or the Land, including, but not limited to, engines, devices for the operation of pumps, pipes, plumbing, cleaning, call and sprinkler systems, fire extinguishing apparatuses and equipment, heating, ventilating, plumbing, laundry, incinerating, electrical, air conditioning and air cooling equipment and systems, gas and electric machinery, appurtenances and equipment, pollution control equipment, security systems, disposals, dishwashers, refrigerators and ranges, recreational equipment and facilities of all kinds, and water, gas, electrical, storm and sanitary sewer facilities, utility lines and equipment (whether owned individually or jointly with others, and, if owned jointly, to the extent of Borrower's interest therein) and all other utilities whether or not situated in easements, all water tanks, water supply, water power sites, fuel stations, fuel tanks, fuel supply, and all other structures, together with all accessions, appurtenances, additions, replacements, betterments and substitutions for any of the foregoing and the proceeds thereof (collectively, the "Fixtures"). Notwithstanding the foregoing, "Fixtures" shall not include any property which Tenants are entitled to remove pursuant to Leases except to the extent that Borrower shall have any right or interest therein; [10, 252, 91, 580]
notice-heading: STATE OF GEORGIA, COUNTY OF CLAYTON [710, 658, 774, 672]
section-number: 9075 [442, 44, 455, 50]
notice-paragraph: Bob Shader, Esq. Kilpatrick Townsend & Stockton LLP 1100 Peachtree Street NE, Suite 2800 Atlanta, Georgia 30309-4528 404-815-6500 [269, 312, 350, 343]
notice-id: CND1052 GPN11 [550, 687, 588, 694]
notice-paragraph: Said property will be sold on an as-is basis without any representation, warranty or recourse against the above-named or the undersigned. The sale will also be subject to the following items which may affect the title: any outstanding ad valorem taxes (including taxes which are a lien, whether or not now due and payable); the right of redemption of any taxing authority. [615, 901, 696, 969]
column-header [442, 44, 522, 52]
legal-notice-text [529, 55, 609, 889]
notice-paragraph: Said legal description being controlling, however the property is more commonly known as 9794 RABUN WAY, JONESBORO, GA 30238. [528, 182, 610, 213]
notice-paragraph: The sale will be conducted subject (1) to confirmation that the sale is not prohibited under the U.S. Bankruptcy Code and (2) to final confirmation and audit of the status of the loan with the holder of the Security Deed. [182, 1087, 264, 1124]
notice-paragraph: The entity having full authority to negotiate, amend and modify all terms of the loan (although not required by law to do so) is: PennyMac Loan Services, LLC, Loss Mitigation Dept., 3043 Townsgate Road Suite 200, Westlake Village, CA 91361, Telephone Number: 1-866-549-3583. Nothing in O.C.G.A. Section 44-14-162.2 shall be construed to require a secured creditor to negotiate, amend, or modify the terms of the mortgage instrument. [355, 691, 437, 771]
notice-paragraph: rlselaw.com/property-listing [619, 491, 677, 498]
notice-id: CND120 GPN11 [465, 124, 500, 131]
notice-paragraph: To the best of knowledge and belief of the undersigned, the owner and party in possession of the property is WHITE SHANNON SHORTER, ESTATE AND/OR HEIRS AT LAW OF WILLIAM E WHITE, or tenant(s). [528, 388, 610, 425]
notice-heading: NOTICE OF SALE UNDER POWER [619, 525, 691, 539]
notice-paragraph: Leases and the right to receive and apply the Rents to the payment and performance of the Obligations (as defined in the Security Instrument), including the payment of the Debt (as defined in the Security Instrument); (iv) all of Borrower's right, title and interest in, and claims under, any and all lease guaranties, letters of credit and any other credit support (individually, a "Lease Guaranty", and collectively, the "Lease Guaranties") given by any guarantor in connection with any of the Leases or leasing commissions (individually, a "Lease Guarantor", and collectively, the "Lease Guarantors") to Borrower; (v) all rights, powers, privileges, options and other benefits of Borrower as the lessor under any of the Leases and the beneficiary under any of the Lease Guaranties, including, without limitation, the immediate and continuing right to make claims for, and to receive, collect and acknowledge receipt for all Rents payable or receivable under the Leases and all sums payable under the Lease Guaranties or pursuant thereto (and to apply the same to the payment of the Debt or the Other Obligations (as defined in the Security Instrument)), and to do all other things which Borrower or any lessor is or may become entitled to do under any of the Leases or Lease Guaranties; and (vi) the right, subject to the provisions of that certain Loan Agreement, dated as of May 27, 2021, between Borrower and Lender (the "Loan Agreement"), at Holder's option, upon revocation of the license granted hereunder, to enter upon the Property in person, by agent or by court-appointed receiver, to collect the Rents; [96, 55, 177, 322]
notice-heading: GEORGIA, CLAYTON COUNTY [280, 393, 339, 407]
notice-paragraph: (xii) Intellectual Property. All tradenames, trademarks, servicemarks, logos, copyrights, goodwill, URLs or other online media, books and records and all other general intangibles relating to or used in connection with the operation of the Property; [96, 660, 177, 703]
column-3 [183, 44, 263, 1574]
notice-paragraph: 9077-668482 10/08,15,22,29,2025 [705, 940, 776, 947]
notice-paragraph: THE BELOW LAW FIRM MAY BE HELD TO BE ACTING AS A DEBT COLLECTOR, UNDER FEDERAL LAW. IF SO, ANY INFORMATION OBTAINED WILL BE USED FOR THAT PURPOSE. [355, 805, 437, 842]
date-and-site: ♦ WEDNESDAY, OCTOBER 15, 2025 ♦ NEWS-DAILY.COM [58, 12, 402, 26]
notice-paragraph: The Premises shall be sold as the property of Carpediem Hour Properties, LLC, subject to the following: (1) all prior restrictive covenants, easements, rights-of-way, security deeds or encumbrances of record; (2) all valid zoning ordinances; (3) matters which would be disclosed by an accurate survey or inspection of the Premises; (4) all outstanding bills for public utilities which constitute liens upon the Premises; (5) all outstanding taxes, assessments, unpaid bills, charges and expenses which constitute liens upon the property. [442, 637, 523, 728]
notice-paragraph: The sale will be conducted subject (1) to confirmation that the sale is not prohibited under the U.S. Bankruptcy Code and (2) to final confirmation and audit of the status of the loan with the holder of the Security Deed. [528, 427, 610, 464]
notice-paragraph: PENNYMAC LOAN SERVICES, LLC as Attorney in Fact for FREIDE SOLOMON, ESTATE AND/OR HEIRS AT LAW OF FREIDE SOLOMON [355, 772, 437, 803]
section-name: Foreclosures [577, 44, 610, 50]
section-name: Foreclosures [405, 44, 437, 50]
notice-paragraph: (xiv) Letters of Credit. All letter-of-credit rights (whether or not the letter of credit is evidenced by a writing) Borrower now has or hereafter acquires relating to the properties, rights, titles and interests referred to in this Granting Clause; [96, 810, 177, 853]
notice-paragraph: Danielle Smith Clayton County Tax Commissioner [701, 604, 782, 617]
notice-heading: ADVERTISEMENT OF TAX SALE [705, 983, 778, 997]
notice-paragraph: WILMINGTON SAVINGS FUND SOCIETY, FSB, NOT IN ITS INDIVIDUAL CAPACITY, BUT SOLELY AS OWNER TRUSTEE OF MFA 2022-NPL1 TRUST as Attorney in Fact for LANGA APT LLC - 1443 PEBBLE RIDGE LANE HAMPTON GA LLC [269, 485, 350, 534]
section-number: 9075 [269, 44, 282, 50]
notice-paragraph: rower in accordance with such O.C.G.A. § 44-14-162.2. [269, 55, 350, 68]
section-name: Foreclosures [232, 44, 264, 50]
notice-paragraph: THE BELOW LAW FIRM MAY BE HELD TO BE ACTING AS A DEBT COLLECTOR, UNDER FEDERAL LAW. IF SO, ANY INFORMATION OBTAINED WILL BE USED FOR THAT PURPOSE. [701, 206, 782, 243]
notice-divider [712, 643, 772, 644]
